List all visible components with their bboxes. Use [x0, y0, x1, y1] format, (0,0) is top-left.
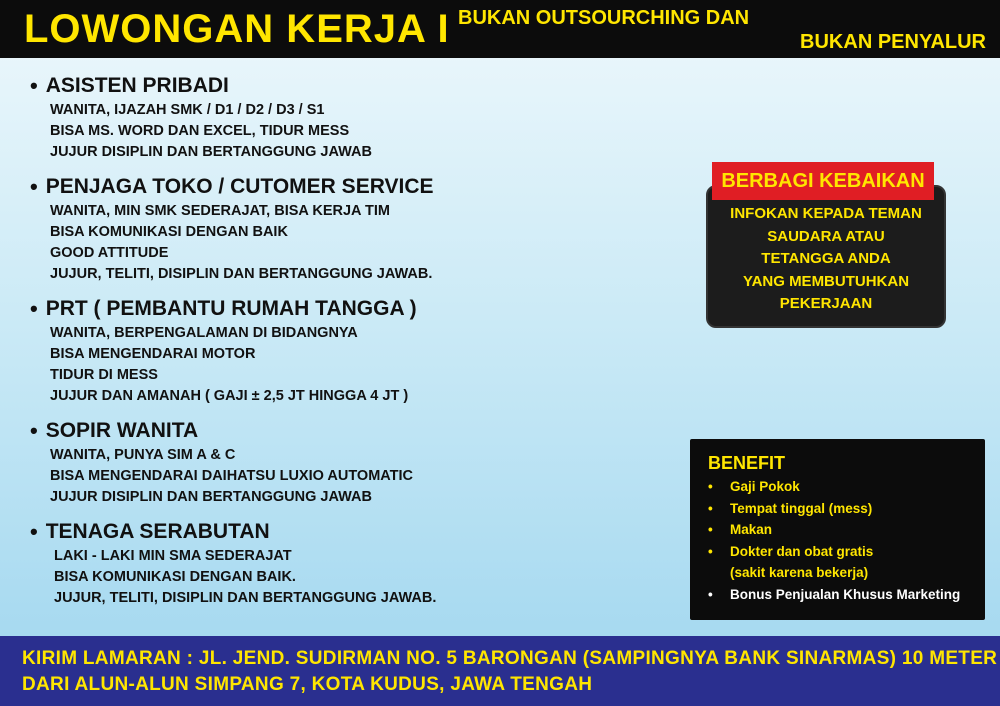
footer-bar	[0, 636, 1000, 706]
job-detail: TIDUR DI MESS	[50, 367, 158, 383]
share-line: PEKERJAAN	[779, 295, 873, 312]
job-title: PENJAGA TOKO / CUTOMER SERVICE	[45, 175, 434, 198]
benefit-item: • Tempat tinggal (mess)	[708, 498, 960, 520]
benefit-item-note: (sakit karena bekerja)	[730, 565, 869, 580]
job-title: TENAGA SERABUTAN	[45, 520, 270, 543]
job-detail: WANITA, IJAZAH SMK / D1 / D2 / D3 / S1	[50, 102, 325, 118]
share-line: SAUDARA ATAU	[767, 227, 885, 245]
job-item	[30, 518, 670, 609]
bullet-icon: •	[30, 519, 38, 544]
job-item	[30, 295, 670, 407]
job-detail: GOOD ATTITUDE	[50, 245, 169, 261]
address-line: DARI ALUN-ALUN SIMPANG 7, KOTA KUDUS, JAWA TENGAH	[22, 674, 593, 695]
application-address	[22, 646, 997, 698]
job-title: PRT ( PEMBANTU RUMAH TANGGA )	[45, 297, 417, 320]
job-detail: WANITA, MIN SMK SEDERAJAT, BISA KERJA TIM	[50, 203, 390, 219]
job-detail: BISA MENGENDARAI MOTOR	[50, 346, 256, 362]
job-detail: WANITA, BERPENGALAMAN DI BIDANGNYA	[50, 325, 358, 341]
job-item	[30, 417, 670, 508]
bullet-icon: •	[30, 174, 38, 199]
job-detail: JUJUR, TELITI, DISIPLIN DAN BERTANGGUNG JAWAB.	[50, 266, 433, 282]
bullet-icon: •	[708, 500, 713, 516]
bullet-icon: •	[708, 586, 713, 602]
job-detail: WANITA, PUNYA SIM A & C	[50, 447, 236, 463]
bullet-icon: •	[30, 418, 38, 443]
bullet-icon: •	[708, 543, 713, 559]
share-header: BERBAGI KEBAIKAN	[712, 162, 934, 200]
share-line: YANG MEMBUTUHKAN	[742, 272, 910, 290]
benefit-list	[708, 476, 960, 605]
job-detail: BISA MS. WORD DAN EXCEL, TIDUR MESS	[50, 123, 350, 139]
share-line: INFOKAN KEPADA TEMAN	[730, 205, 922, 222]
job-detail: JUJUR DAN AMANAH ( GAJI ± 2,5 JT HINGGA 4 JT )	[50, 388, 409, 404]
header-subtitle	[458, 6, 986, 54]
job-detail: JUJUR DISIPLIN DAN BERTANGGUNG JAWAB	[50, 144, 372, 160]
benefit-item: • Makan	[708, 519, 960, 541]
job-detail: LAKI - LAKI MIN SMA SEDERAJAT	[54, 548, 292, 564]
bullet-icon: •	[30, 73, 38, 98]
benefit-item: • Dokter dan obat gratis	[708, 541, 960, 563]
job-detail: JUJUR, TELITI, DISIPLIN DAN BERTANGGUNG JAWAB.	[54, 590, 437, 606]
job-title: ASISTEN PRIBADI	[45, 74, 229, 97]
job-list	[30, 72, 670, 619]
bullet-icon: •	[30, 296, 38, 321]
page-title: LOWONGAN KERJA I	[24, 7, 450, 51]
job-detail: JUJUR DISIPLIN DAN BERTANGGUNG JAWAB	[50, 489, 372, 505]
job-detail: BISA KOMUNIKASI DENGAN BAIK.	[54, 569, 296, 585]
job-item	[30, 72, 670, 163]
job-title: SOPIR WANITA	[45, 419, 199, 442]
benefit-title: BENEFIT	[708, 453, 786, 473]
address-line: KIRIM LAMARAN : JL. JEND. SUDIRMAN NO. 5 BARONGAN (SAMPINGNYA BANK SINARMAS) 10 METER	[22, 648, 998, 669]
share-message	[706, 203, 946, 316]
job-item	[30, 173, 670, 285]
job-detail: BISA KOMUNIKASI DENGAN BAIK	[50, 224, 288, 240]
bullet-icon: •	[708, 522, 713, 537]
benefit-item: • Gaji Pokok	[708, 476, 960, 498]
header-bar	[0, 0, 1000, 58]
benefit-item: • Bonus Penjualan Khusus Marketing	[708, 584, 960, 606]
job-detail: BISA MENGENDARAI DAIHATSU LUXIO AUTOMATIC	[50, 468, 414, 484]
header-subtitle-line2: BUKAN PENYALUR	[800, 31, 986, 53]
share-line: TETANGGA ANDA	[761, 250, 891, 267]
bullet-icon: •	[708, 479, 713, 494]
header-subtitle-line1: BUKAN OUTSOURCHING DAN	[458, 7, 750, 29]
